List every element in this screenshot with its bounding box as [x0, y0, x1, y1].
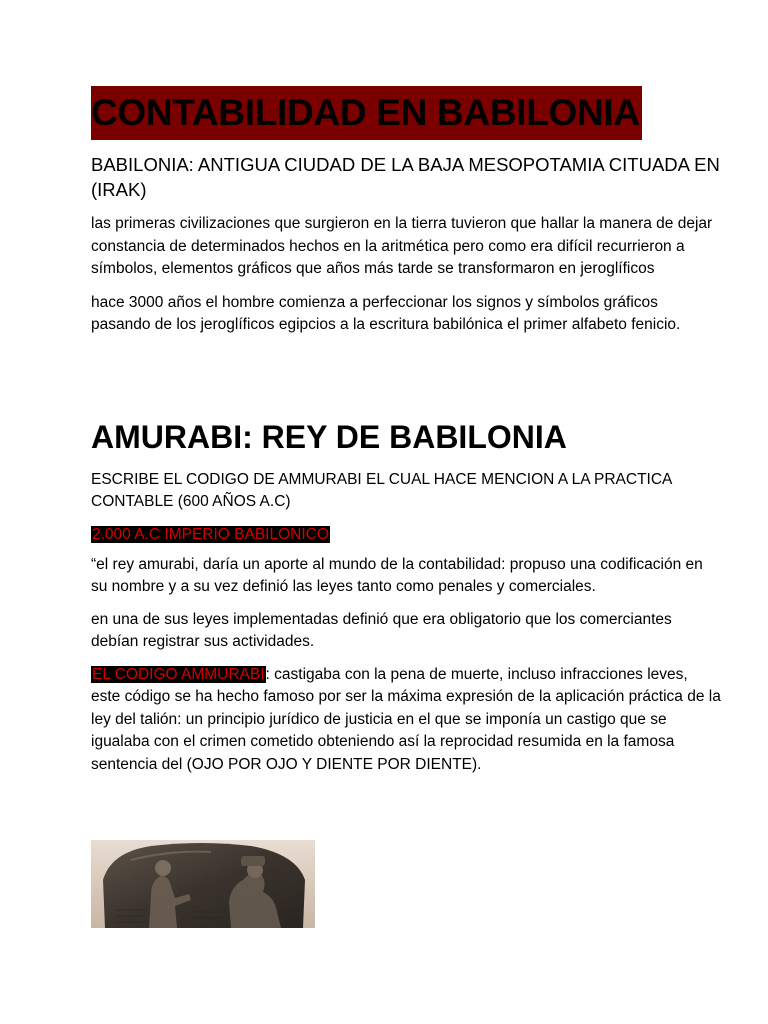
- paragraph-codigo: [91, 664, 721, 777]
- paragraph-aporte: “el rey amurabi, daría un aporte al mundo de la contabilidad: propuso una codificación en su nombre y a su vez definió las leyes tanto como penales y comerciales.: [91, 555, 703, 595]
- highlight-imperio: 2.000 A.C IMPERIO BABILONICO: [92, 525, 329, 543]
- paragraph-codigo-intro: ESCRIBE EL CODIGO DE AMMURABI EL CUAL HACE MENCION A LA PRACTICA CONTABLE (600 AÑOS A.C): [91, 470, 672, 510]
- highlight-codigo: EL CODIGO AMMURABI: [92, 665, 265, 683]
- paragraph-codigo-text: : castigaba con la pena de muerte, incluso infracciones leves, este código se ha hecho famoso por ser la máxima expresión de la aplicación práctica de la ley del talión: un principio jurídico de justicia en el que se imponía un castigo que se igualaba con el crimen cometido obteniendo así la reprocidad resumida en la famosa sentencia del (OJO POR OJO Y DIENTE POR DIENTE).: [91, 665, 721, 773]
- paragraph-civilizations: las primeras civilizaciones que surgieron en la tierra tuvieron que hallar la manera de dejar constancia de determinados hechos en la aritmética pero como era difícil recurrieron a símbolos, elementos gráficos que años más tarde se transformaron en jeroglíficos: [91, 215, 713, 277]
- section-heading-amurabi: AMURABI: REY DE BABILONIA: [91, 418, 567, 455]
- highlight-line-imperio: [91, 524, 721, 546]
- paragraph-alphabet: hace 3000 años el hombre comienza a perfeccionar los signos y símbolos gráficos pasando de los jeroglíficos egipcios a la escritura babilónica el primer alfabeto fenicio.: [91, 293, 681, 333]
- hammurabi-stele-image: [91, 840, 315, 928]
- paragraph-leyes: en una de sus leyes implementadas definió que era obligatorio que los comerciantes debían registrar sus actividades.: [91, 610, 672, 650]
- document-page: [91, 86, 721, 776]
- document-subtitle: BABILONIA: ANTIGUA CIUDAD DE LA BAJA MESOPOTAMIA CITUADA EN (IRAK): [91, 154, 720, 200]
- document-title: CONTABILIDAD EN BABILONIA: [91, 86, 642, 140]
